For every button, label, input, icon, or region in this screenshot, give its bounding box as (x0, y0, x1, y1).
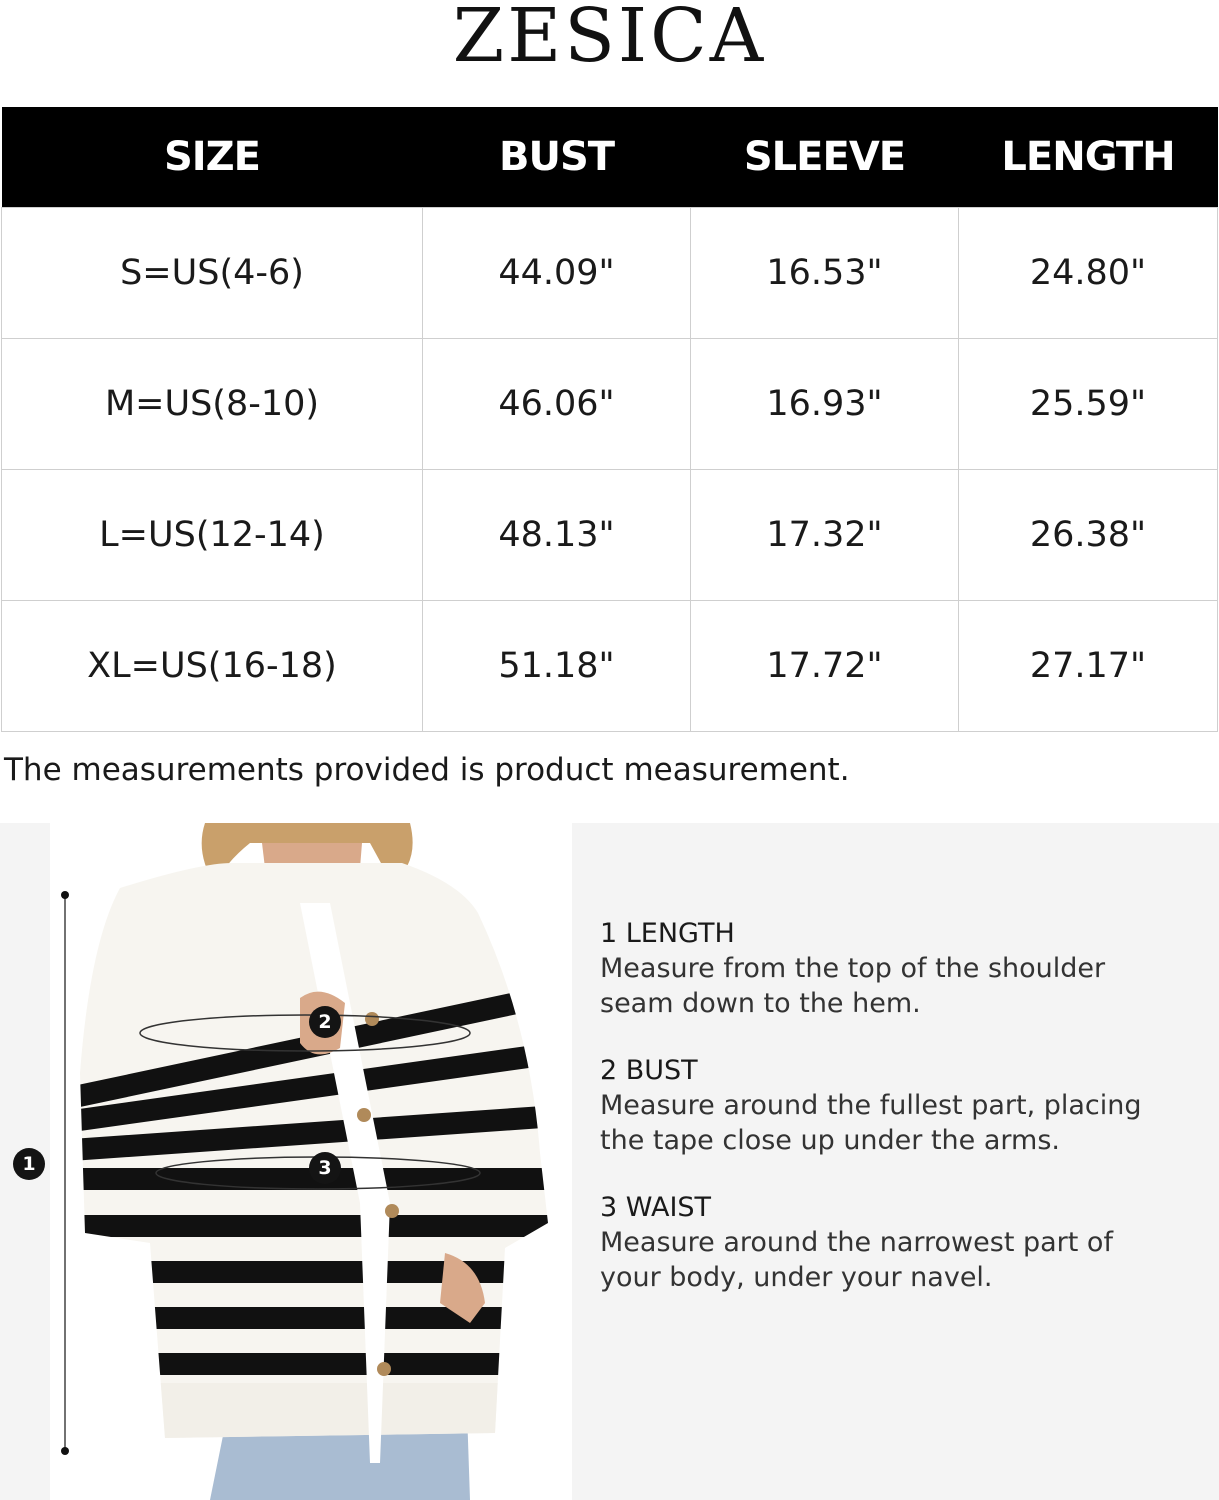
waist-marker: 3 (309, 1152, 341, 1184)
length-cell: 27.17" (959, 601, 1218, 732)
bust-cell: 44.09" (423, 208, 691, 339)
table-row (2, 601, 1218, 732)
button (385, 1204, 399, 1218)
size-cell: S=US(4-6) (2, 208, 423, 339)
column-header-bust: BUST (423, 107, 691, 208)
guide-description (600, 1225, 1200, 1295)
button (365, 1012, 379, 1026)
measurement-note: The measurements provided is product measurement. (4, 752, 850, 788)
length-cell: 25.59" (959, 339, 1218, 470)
table-row (2, 470, 1218, 601)
column-header-sleeve: SLEEVE (691, 107, 959, 208)
length-cell: 26.38" (959, 470, 1218, 601)
sleeve-cell: 16.93" (691, 339, 959, 470)
guide-line: Measure around the narrowest part of (600, 1227, 1113, 1258)
table-row (2, 208, 1218, 339)
sleeve-cell: 17.72" (691, 601, 959, 732)
guide-title: 2 BUST (600, 1055, 698, 1086)
button (357, 1108, 371, 1122)
bust-cell: 51.18" (423, 601, 691, 732)
bust-cell: 46.06" (423, 339, 691, 470)
sleeve-cell: 16.53" (691, 208, 959, 339)
guide-line: seam down to the hem. (600, 988, 921, 1019)
button (377, 1362, 391, 1376)
table-header-row (2, 107, 1218, 208)
bust-cell: 48.13" (423, 470, 691, 601)
brand-logo: ZESICA (452, 0, 767, 79)
guide-waist (600, 1192, 1200, 1295)
length-line-end (61, 891, 69, 899)
size-chart-table (1, 107, 1218, 732)
length-cell: 24.80" (959, 208, 1218, 339)
column-header-length: LENGTH (959, 107, 1218, 208)
guide-title: 1 LENGTH (600, 918, 735, 949)
size-cell: XL=US(16-18) (2, 601, 423, 732)
length-marker: 1 (13, 1148, 45, 1180)
guide-line: Measure around the fullest part, placing (600, 1090, 1142, 1121)
guide-bust (600, 1055, 1200, 1158)
length-line-end (61, 1447, 69, 1455)
guide-description (600, 1088, 1200, 1158)
model-illustration-panel (0, 823, 572, 1500)
guide-title: 3 WAIST (600, 1192, 712, 1223)
bust-marker: 2 (309, 1006, 341, 1038)
model-illustration (0, 823, 572, 1500)
size-cell: L=US(12-14) (2, 470, 423, 601)
column-header-size: SIZE (2, 107, 423, 208)
size-cell: M=US(8-10) (2, 339, 423, 470)
guide-line: Measure from the top of the shoulder (600, 953, 1106, 984)
guide-length (600, 918, 1200, 1021)
guide-line: the tape close up under the arms. (600, 1125, 1060, 1156)
table-row (2, 339, 1218, 470)
guide-description (600, 951, 1200, 1021)
guide-line: your body, under your navel. (600, 1262, 993, 1293)
sleeve-cell: 17.32" (691, 470, 959, 601)
